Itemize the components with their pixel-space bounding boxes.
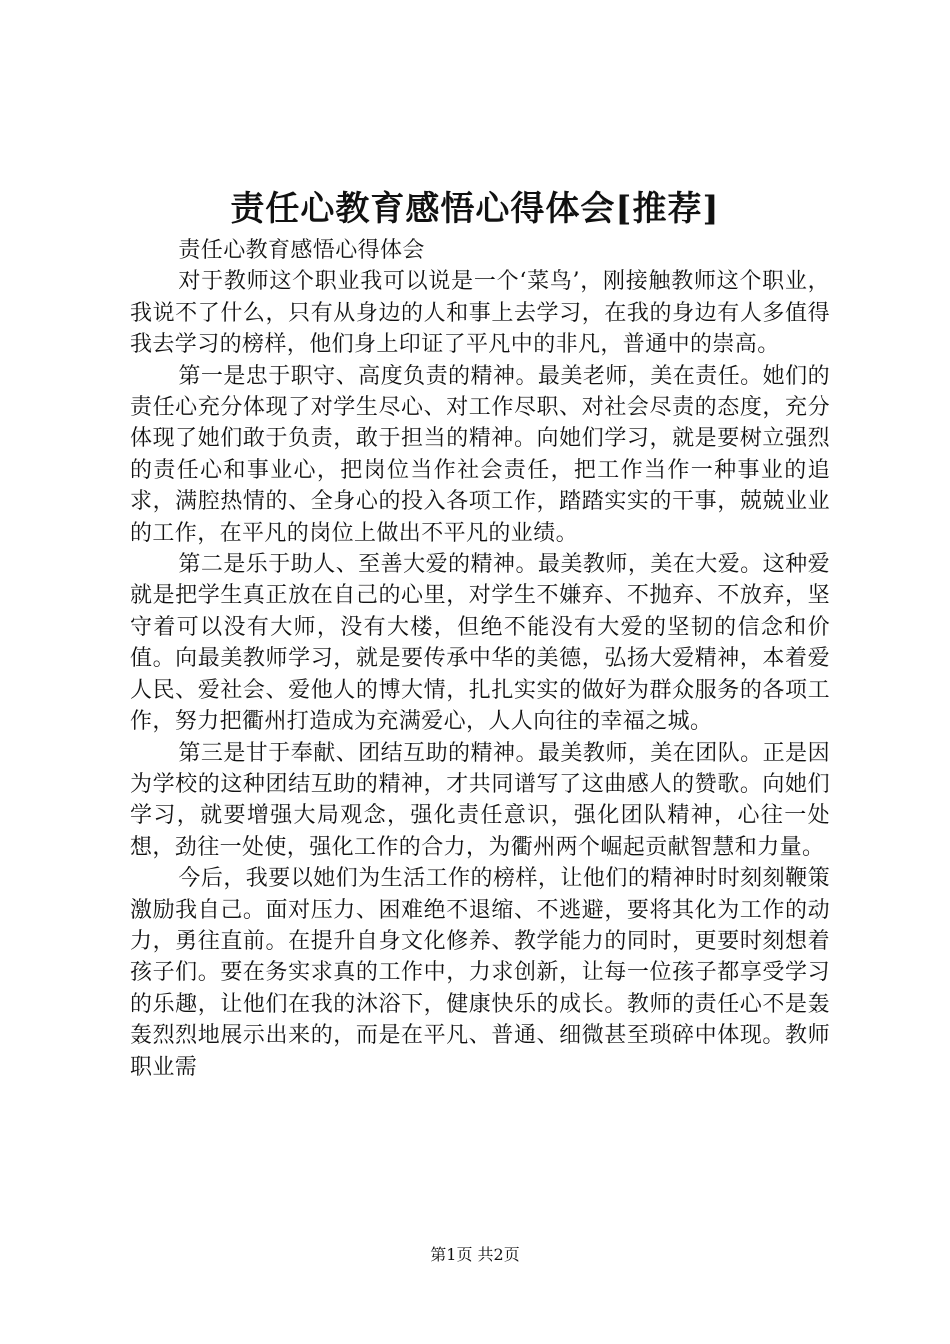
document-title: 责任心教育感悟心得体会[推荐] <box>230 189 720 229</box>
paragraph-conclusion: 今后，我要以她们为生活工作的榜样，让他们的精神时时刻刻鞭策激励我自己。面对压力、困难绝不退缩、不逃避，要将其化为工作的动力，勇往直前。在提升自身文化修养、教学能力的同时，更要时刻想着孩子们。要在务实求真的工作中，力求创新，让每一位孩子都享受学习的乐趣，让他们在我的沐浴下，健康快乐的成长。教师的责任心不是轰轰烈烈地展示出来的，而是在平凡、普通、细微甚至琐碎中体现。教师职业需 <box>130 866 830 1080</box>
paragraph-second-point: 第二是乐于助人、至善大爱的精神。最美教师，美在大爱。这种爱就是把学生真正放在自己的心里，对学生不嫌弃、不抛弃、不放弃，坚守着可以没有大师，没有大楼，但绝不能没有大爱的坚韧的信念和价值。向最美教师学习，就是要传承中华的美德，弘扬大爱精神，本着爱人民、爱社会、爱他人的博大情，扎扎实实的做好为群众服务的各项工作，努力把衢州打造成为充满爱心，人人向往的幸福之城。 <box>130 552 830 735</box>
page-footer <box>0 1244 950 1266</box>
paragraph-first-point: 第一是忠于职守、高度负责的精神。最美老师，美在责任。她们的责任心充分体现了对学生尽心、对工作尽职、对社会尽责的态度，充分体现了她们敢于负责，敢于担当的精神。向她们学习，就是要树立强烈的责任心和事业心，把岗位当作社会责任，把工作当作一种事业的追求，满腔热情的、全身心的投入各项工作，踏踏实实的干事，兢兢业业的工作，在平凡的岗位上做出不平凡的业绩。 <box>130 363 830 546</box>
page-indicator: 第1页 共2页 <box>430 1245 520 1264</box>
paragraph-subtitle: 责任心教育感悟心得体会 <box>178 238 425 263</box>
document-body <box>130 235 830 1083</box>
paragraph-third-point: 第三是甘于奉献、团结互助的精神。最美教师，美在团队。正是因为学校的这种团结互助的精神，才共同谱写了这曲感人的赞歌。向她们学习，就要增强大局观念，强化责任意识，强化团队精神，心往一处想，劲往一处使，强化工作的合力，为衢州两个崛起贡献智慧和力量。 <box>130 740 830 860</box>
paragraph-intro: 对于教师这个职业我可以说是一个‘菜鸟’，刚接触教师这个职业，我说不了什么，只有从身边的人和事上去学习，在我的身边有人多值得我去学习的榜样，他们身上印证了平凡中的非凡，普通中的崇高。 <box>130 269 830 358</box>
